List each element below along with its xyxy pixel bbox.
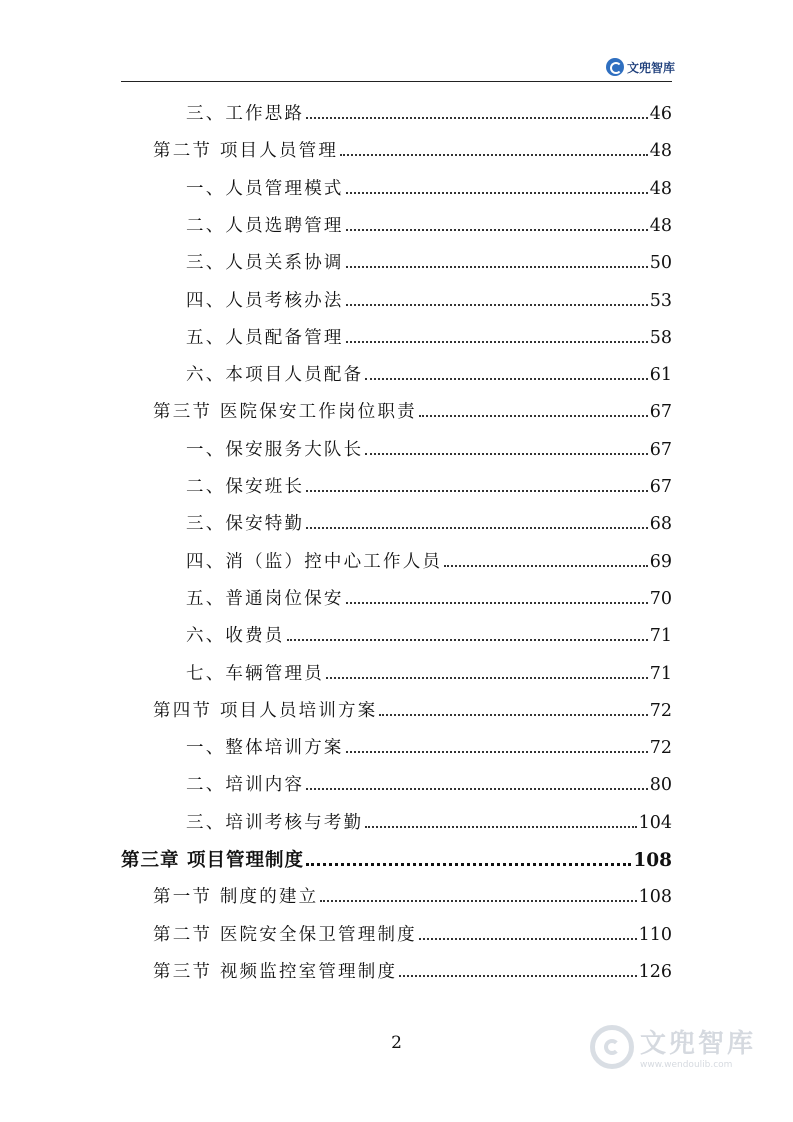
toc-entry[interactable]: [186, 622, 672, 659]
watermark-url: www.wendoulib.com: [640, 1060, 733, 1070]
toc-entry[interactable]: [186, 473, 672, 510]
toc-entry[interactable]: [153, 137, 672, 174]
toc-entry[interactable]: [186, 436, 672, 473]
toc-entry-page: 67: [649, 439, 672, 460]
toc-entry-label: 二、培训内容: [186, 775, 305, 796]
toc-leader: [306, 863, 631, 866]
toc-leader: [419, 415, 648, 417]
toc-leader: [306, 117, 648, 119]
header-logo: [606, 58, 675, 76]
toc-leader: [306, 527, 648, 529]
toc-entry-page: 48: [649, 215, 672, 236]
toc-leader: [365, 378, 647, 380]
toc-entry-label: 一、人员管理模式: [186, 178, 344, 199]
toc-entry-label: 四、人员考核办法: [186, 290, 344, 311]
toc-leader: [287, 639, 648, 641]
toc-entry-page: 50: [649, 253, 672, 274]
toc-entry-page: 48: [649, 141, 672, 162]
toc-entry-page: 71: [649, 663, 672, 684]
toc-entry[interactable]: [186, 585, 672, 622]
toc-leader: [326, 677, 648, 679]
toc-entry[interactable]: [186, 548, 672, 585]
toc-entry-page: 61: [649, 365, 672, 386]
toc-entry-label: 六、本项目人员配备: [186, 365, 364, 386]
toc-entry-page: 70: [649, 588, 672, 609]
toc-entry[interactable]: [153, 398, 672, 435]
toc-entry[interactable]: [186, 287, 672, 324]
toc-entry-label: 一、整体培训方案: [186, 738, 344, 759]
toc-entry[interactable]: [186, 361, 672, 398]
toc-entry[interactable]: [186, 175, 672, 212]
toc-entry-label: 第二节 项目人员管理: [153, 141, 339, 162]
toc-leader: [306, 788, 648, 790]
toc-entry[interactable]: [186, 771, 672, 808]
toc-entry-label: 一、保安服务大队长: [186, 439, 364, 460]
toc-leader: [399, 975, 636, 977]
toc-entry-label: 第一节 制度的建立: [153, 887, 319, 908]
toc-leader: [419, 938, 637, 940]
toc-entry-page: 53: [649, 290, 672, 311]
toc-leader: [346, 229, 648, 231]
toc-entry-page: 58: [649, 327, 672, 348]
toc-entry-label: 四、消（监）控中心工作人员: [186, 551, 443, 572]
toc-entry-label: 三、工作思路: [186, 104, 305, 124]
logo-icon: [606, 58, 624, 76]
toc-entry-label: 三、培训考核与考勤: [186, 812, 364, 833]
toc-entry-page: 46: [649, 104, 672, 124]
toc-entry[interactable]: [153, 921, 672, 958]
toc-entry-label: 五、普通岗位保安: [186, 588, 344, 609]
toc-entry-page: 69: [649, 551, 672, 572]
toc-leader: [365, 826, 636, 828]
toc-leader: [444, 565, 648, 567]
toc-entry-page: 67: [649, 477, 672, 497]
toc-entry-page: 110: [638, 924, 672, 945]
toc-entry-label: 第二节 医院安全保卫管理制度: [153, 924, 417, 945]
logo-text: 文兜智库: [626, 60, 675, 75]
toc-entry[interactable]: [186, 510, 672, 547]
toc-entry[interactable]: [153, 958, 672, 995]
toc-entry[interactable]: [186, 100, 672, 137]
toc-entry[interactable]: [186, 809, 672, 846]
toc-leader: [346, 266, 648, 268]
toc-entry[interactable]: [186, 324, 672, 361]
toc-entry-page: 108: [638, 887, 672, 908]
toc-entry[interactable]: [121, 846, 672, 883]
toc-entry[interactable]: [186, 734, 672, 771]
toc-entry-label: 六、收费员: [186, 626, 285, 647]
toc-leader: [365, 453, 647, 455]
toc-leader: [346, 341, 648, 343]
toc-entry[interactable]: [153, 697, 672, 734]
toc-leader: [320, 900, 636, 902]
toc-leader: [379, 714, 647, 716]
watermark-logo-icon: [590, 1025, 634, 1069]
toc-leader: [346, 304, 648, 306]
page-number: 2: [391, 1033, 402, 1053]
header-divider: [121, 81, 672, 82]
toc-entry-label: 第四节 项目人员培训方案: [153, 700, 378, 721]
toc-leader: [306, 490, 648, 492]
toc-entry[interactable]: [186, 249, 672, 286]
toc-entry-page: 72: [649, 738, 672, 759]
toc-entry-label: 七、车辆管理员: [186, 663, 324, 684]
toc-entry-label: 第三节 视频监控室管理制度: [153, 961, 398, 982]
toc-entry-label: 三、保安特勤: [186, 514, 305, 535]
toc-entry-page: 67: [649, 402, 672, 423]
toc-entry-label: 第三章 项目管理制度: [121, 850, 304, 871]
toc-entry-page: 104: [638, 812, 672, 833]
toc-entry-label: 三、人员关系协调: [186, 253, 344, 274]
toc-leader: [346, 751, 648, 753]
watermark: [590, 1023, 756, 1070]
toc-entry-page: 72: [649, 700, 672, 721]
toc-entry-page: 108: [633, 850, 672, 871]
toc-entry-page: 48: [649, 178, 672, 199]
toc-entry-label: 第三节 医院保安工作岗位职责: [153, 402, 417, 423]
watermark-title: 文兜智库: [640, 1029, 757, 1059]
toc-entry[interactable]: [186, 212, 672, 249]
toc-leader: [340, 154, 648, 156]
toc-entry-label: 二、人员选聘管理: [186, 215, 344, 236]
toc-entry-page: 126: [638, 961, 672, 982]
toc-leader: [346, 192, 648, 194]
toc-entry-page: 71: [649, 626, 672, 647]
toc-leader: [346, 602, 648, 604]
toc-entry-page: 68: [649, 514, 672, 535]
toc-entry[interactable]: [186, 660, 672, 697]
toc-entry-label: 五、人员配备管理: [186, 327, 344, 348]
toc-entry-page: 80: [649, 775, 672, 796]
toc-entry-label: 二、保安班长: [186, 477, 305, 497]
toc-entry[interactable]: [153, 883, 672, 920]
